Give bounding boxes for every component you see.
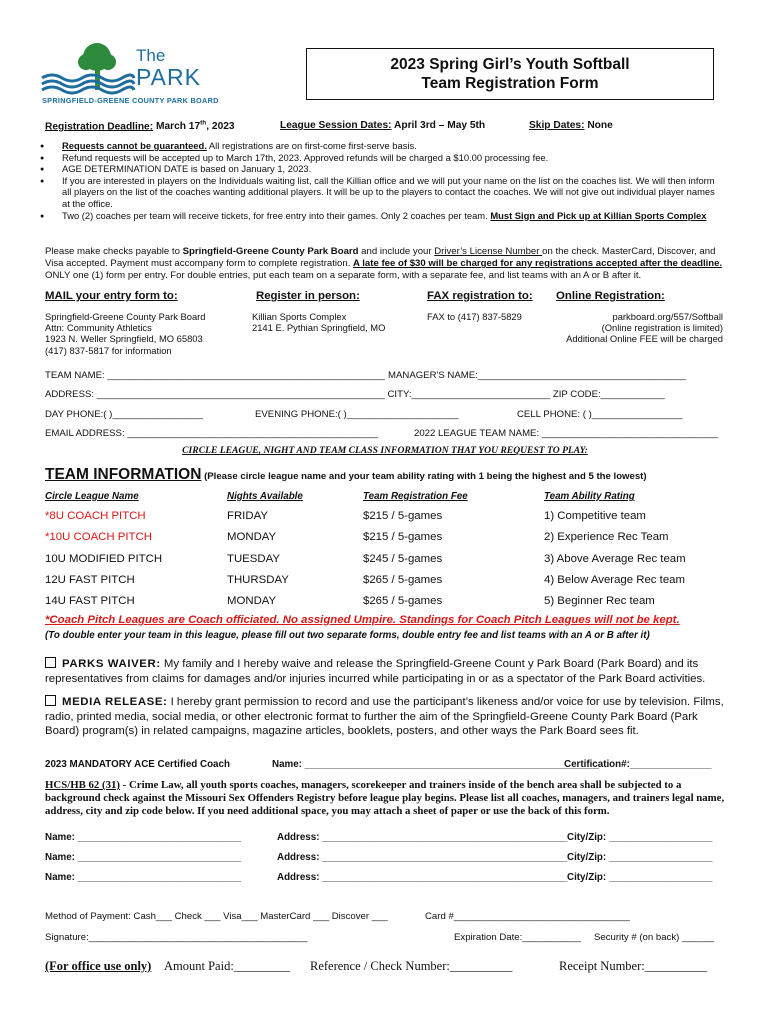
fee-value: $245 / 5-games xyxy=(363,553,443,565)
media-release-text: I hereby grant permission to record and use the participant’s likeness and/or voice for use by television. Films, radio, printed media, social media, or other electronic format to further the aim of the Springfield-Greene County Park Board (Park Board) program(s) in related campaigns, magazine articles, booklets, posters, and other ways the Park Board sees fit. xyxy=(45,696,724,738)
rating-option[interactable]: 1) Competitive team xyxy=(544,510,646,522)
league-option[interactable]: 12U FAST PITCH xyxy=(45,574,135,586)
form-title: 2023 Spring Girl’s Youth Softball xyxy=(390,56,630,73)
league-dates-value: April 3rd – May 5th xyxy=(391,120,486,131)
list-item: ● Refund requests will be accepted up to March 17th, 2023. Approved refunds will be charged a $10.00 processing fee. xyxy=(62,152,722,164)
waiver-text: My family and I hereby waive and release the Springfield-Greene Count y Park Board (Park Board) and its representatives from claims for damages and/or injuries incurred while participating in or as a spectator of the Park Board activities. xyxy=(45,658,706,685)
league-session-dates xyxy=(280,120,485,131)
list-item: ● If you are interested in players on the Individuals waiting list, call the Killian office and we will put your name on the list on the coaches list. We will then inform all players on the list of the coaches wanting additional players. It will be up to the players to contact the coaches. We will not give out individual player names at the office. xyxy=(62,175,722,210)
in-person-address: Killian Sports Complex 2141 E. Pythian Springfield, MO xyxy=(252,311,386,334)
table-row xyxy=(0,531,770,552)
email-field[interactable]: EMAIL ADDRESS: _______________________________________________ xyxy=(45,428,379,439)
certification-field[interactable]: Certification#:_______________ xyxy=(564,759,712,770)
night-option[interactable]: THURSDAY xyxy=(227,574,289,586)
reference-number-field: Reference / Check Number:__________ xyxy=(310,959,513,973)
form-subtitle: Team Registration Form xyxy=(421,75,599,92)
team-info-heading: TEAM INFORMATION (Please circle league name and your team ability rating with 1 being the highest and 5 the lowest) xyxy=(45,466,647,483)
table-row xyxy=(0,510,770,531)
policy-bullets xyxy=(62,140,722,221)
cell-phone-field[interactable]: CELL PHONE: ( )_________________ xyxy=(517,409,683,420)
mandatory-coach-label: 2023 MANDATORY ACE Certified Coach xyxy=(45,759,230,770)
mail-address: Springfield-Greene County Park Board Attn: Community Athletics 1923 N. Weller Springfield, MO 65803 (417) 837-5817 for information xyxy=(45,311,206,356)
list-item: ● Requests cannot be guaranteed. All registrations are on first-come first-serve basis. xyxy=(62,140,722,152)
crime-law-notice: HCS/HB 62 (31) - Crime Law, all youth sports coaches, managers, scorekeeper and trainers inside of the bench area shall be subjected to a background check against the Missouri Sex Offenders Registry before league play begins. Please list all coaches, managers, and trainers legal name, address, city and zip code below. If you need additional space, you may attach a sheet of paper or use the back of this form. xyxy=(45,779,725,817)
night-option[interactable]: MONDAY xyxy=(227,531,277,543)
online-link[interactable]: parkboard.org/557/Softball xyxy=(612,311,723,322)
online-details: parkboard.org/557/Softball (Online registration is limited) Additional Online FEE will be charged xyxy=(548,311,723,345)
online-section xyxy=(548,290,728,345)
league-dates-label: League Session Dates: xyxy=(280,120,392,131)
fax-heading: FAX registration to: xyxy=(427,290,533,302)
league-option[interactable]: 10U MODIFIED PITCH xyxy=(45,553,163,565)
form-title-box xyxy=(306,48,714,100)
col-rating: Team Ability Rating xyxy=(544,491,635,502)
table-row xyxy=(0,574,770,595)
mail-section xyxy=(45,290,245,356)
rating-option[interactable]: 4) Below Average Rec team xyxy=(544,574,685,586)
media-release xyxy=(45,695,735,739)
ace-coach-name-field[interactable]: Name: ______________________________________________________ xyxy=(272,759,599,770)
card-number-field[interactable]: Card #_________________________________ xyxy=(425,911,630,922)
address-field[interactable]: ADDRESS: ______________________________________________________ CITY:__________________________ ZIP CODE:____________ xyxy=(45,389,665,400)
night-option[interactable]: TUESDAY xyxy=(227,553,280,565)
office-use-label: (For office use only) xyxy=(45,959,152,973)
registration-deadline xyxy=(45,120,235,132)
payment-method-field[interactable]: Method of Payment: Cash___ Check ___ Visa___ MasterCard ___ Discover ___ xyxy=(45,911,388,922)
tree-water-logo-icon xyxy=(38,42,138,98)
online-heading: Online Registration: xyxy=(556,290,665,302)
fee-value: $215 / 5-games xyxy=(363,510,443,522)
rating-option[interactable]: 3) Above Average Rec team xyxy=(544,553,686,565)
list-item: ● Two (2) coaches per team will receive tickets, for free entry into their games. Only 2 coaches per team. Must Sign and Pick up at Killian Sports Complex xyxy=(62,210,722,222)
league-option[interactable]: 14U FAST PITCH xyxy=(45,595,135,607)
signature-field[interactable]: Signature:_________________________________________ xyxy=(45,932,308,943)
coach-city-zip-field[interactable]: City/Zip: ___________________ xyxy=(567,872,713,883)
league-option[interactable]: *10U COACH PITCH xyxy=(45,531,152,543)
evening-phone-field[interactable]: EVENING PHONE:( )_____________________ xyxy=(255,409,459,420)
night-option[interactable]: MONDAY xyxy=(227,595,277,607)
coach-pitch-note: *Coach Pitch Leagues are Coach officiated. No assigned Umpire. Standings for Coach Pitch Leagues will not be kept. xyxy=(45,614,680,626)
rating-option[interactable]: 2) Experience Rec Team xyxy=(544,531,669,543)
league-option[interactable]: *8U COACH PITCH xyxy=(45,510,146,522)
night-option[interactable]: FRIDAY xyxy=(227,510,268,522)
skip-dates-label: Skip Dates: xyxy=(529,120,585,131)
waiver-checkbox[interactable] xyxy=(45,657,56,668)
coach-address-field[interactable]: Address: _____________________________________________ xyxy=(277,852,568,863)
fee-value: $265 / 5-games xyxy=(363,574,443,586)
fax-number: FAX to (417) 837-5829 xyxy=(427,311,522,322)
manager-name-field[interactable]: MANAGER'S NAME:_______________________________________ xyxy=(388,370,686,381)
coach-address-field[interactable]: Address: _____________________________________________ xyxy=(277,872,568,883)
security-code-field[interactable]: Security # (on back) ______ xyxy=(594,932,714,943)
coach-name-field[interactable]: Name: ______________________________ xyxy=(45,832,242,843)
table-row xyxy=(0,553,770,574)
circle-instruction: CIRCLE LEAGUE, NIGHT AND TEAM CLASS INFORMATION THAT YOU REQUEST TO PLAY: xyxy=(182,445,588,456)
col-nights: Nights Available xyxy=(227,491,303,502)
in-person-heading: Register in person: xyxy=(256,290,360,302)
coach-address-field[interactable]: Address: _____________________________________________ xyxy=(277,832,568,843)
fee-value: $215 / 5-games xyxy=(363,531,443,543)
team-name-field[interactable]: TEAM NAME: ____________________________________________________ xyxy=(45,370,385,381)
payment-instructions: Please make checks payable to Springfield-Greene County Park Board and include your Driver’s License Number on the check. MasterCard, Discover, and Visa accepted. Payment must accompany form to complete registration. A late fee of $30 will be charged for any registrations accepted after the deadline. ONLY one (1) form per entry. For double entries, put each team on a separate form, with a separate fee, and list teams with an A or B after it. xyxy=(45,246,723,282)
coach-city-zip-field[interactable]: City/Zip: ___________________ xyxy=(567,852,713,863)
media-release-checkbox[interactable] xyxy=(45,695,56,706)
deadline-label: Registration Deadline: xyxy=(45,121,154,133)
deadline-value: March 17th, 2023 xyxy=(153,120,235,133)
day-phone-field[interactable]: DAY PHONE:( )_________________ xyxy=(45,409,204,420)
media-release-label: MEDIA RELEASE: xyxy=(62,696,168,708)
in-person-section xyxy=(252,290,422,333)
coach-city-zip-field[interactable]: City/Zip: ___________________ xyxy=(567,832,713,843)
logo-park: PARK xyxy=(136,64,201,90)
coach-name-field[interactable]: Name: ______________________________ xyxy=(45,852,242,863)
expiration-date-field[interactable]: Expiration Date:___________ xyxy=(454,932,581,943)
parks-waiver xyxy=(45,657,735,686)
coach-name-field[interactable]: Name: ______________________________ xyxy=(45,872,242,883)
logo-subtitle: SPRINGFIELD-GREENE COUNTY PARK BOARD xyxy=(42,96,219,105)
amount-paid-field: Amount Paid:_________ xyxy=(164,959,291,973)
double-entry-note: (To double enter your team in this league, please fill out two separate forms, double entry fee and list teams with an A or B after it) xyxy=(45,630,650,641)
rating-option[interactable]: 5) Beginner Rec team xyxy=(544,595,655,607)
receipt-number-field: Receipt Number:__________ xyxy=(559,959,708,973)
fee-value: $265 / 5-games xyxy=(363,595,443,607)
skip-dates-value: None xyxy=(584,120,613,131)
list-item: ● AGE DETERMINATION DATE is based on January 1, 2023. xyxy=(62,163,722,175)
logo-the: The xyxy=(136,46,166,65)
league-team-name-field[interactable]: 2022 LEAGUE TEAM NAME: _________________________________ xyxy=(414,428,718,439)
col-league-name: Circle League Name xyxy=(45,491,139,502)
park-board-logo xyxy=(38,42,230,108)
table-row xyxy=(0,595,770,616)
skip-dates xyxy=(529,120,613,131)
waiver-label: PARKS WAIVER: xyxy=(62,658,161,670)
mail-heading: MAIL your entry form to: xyxy=(45,290,178,302)
col-fee: Team Registration Fee xyxy=(363,491,468,502)
fax-section xyxy=(427,290,547,322)
